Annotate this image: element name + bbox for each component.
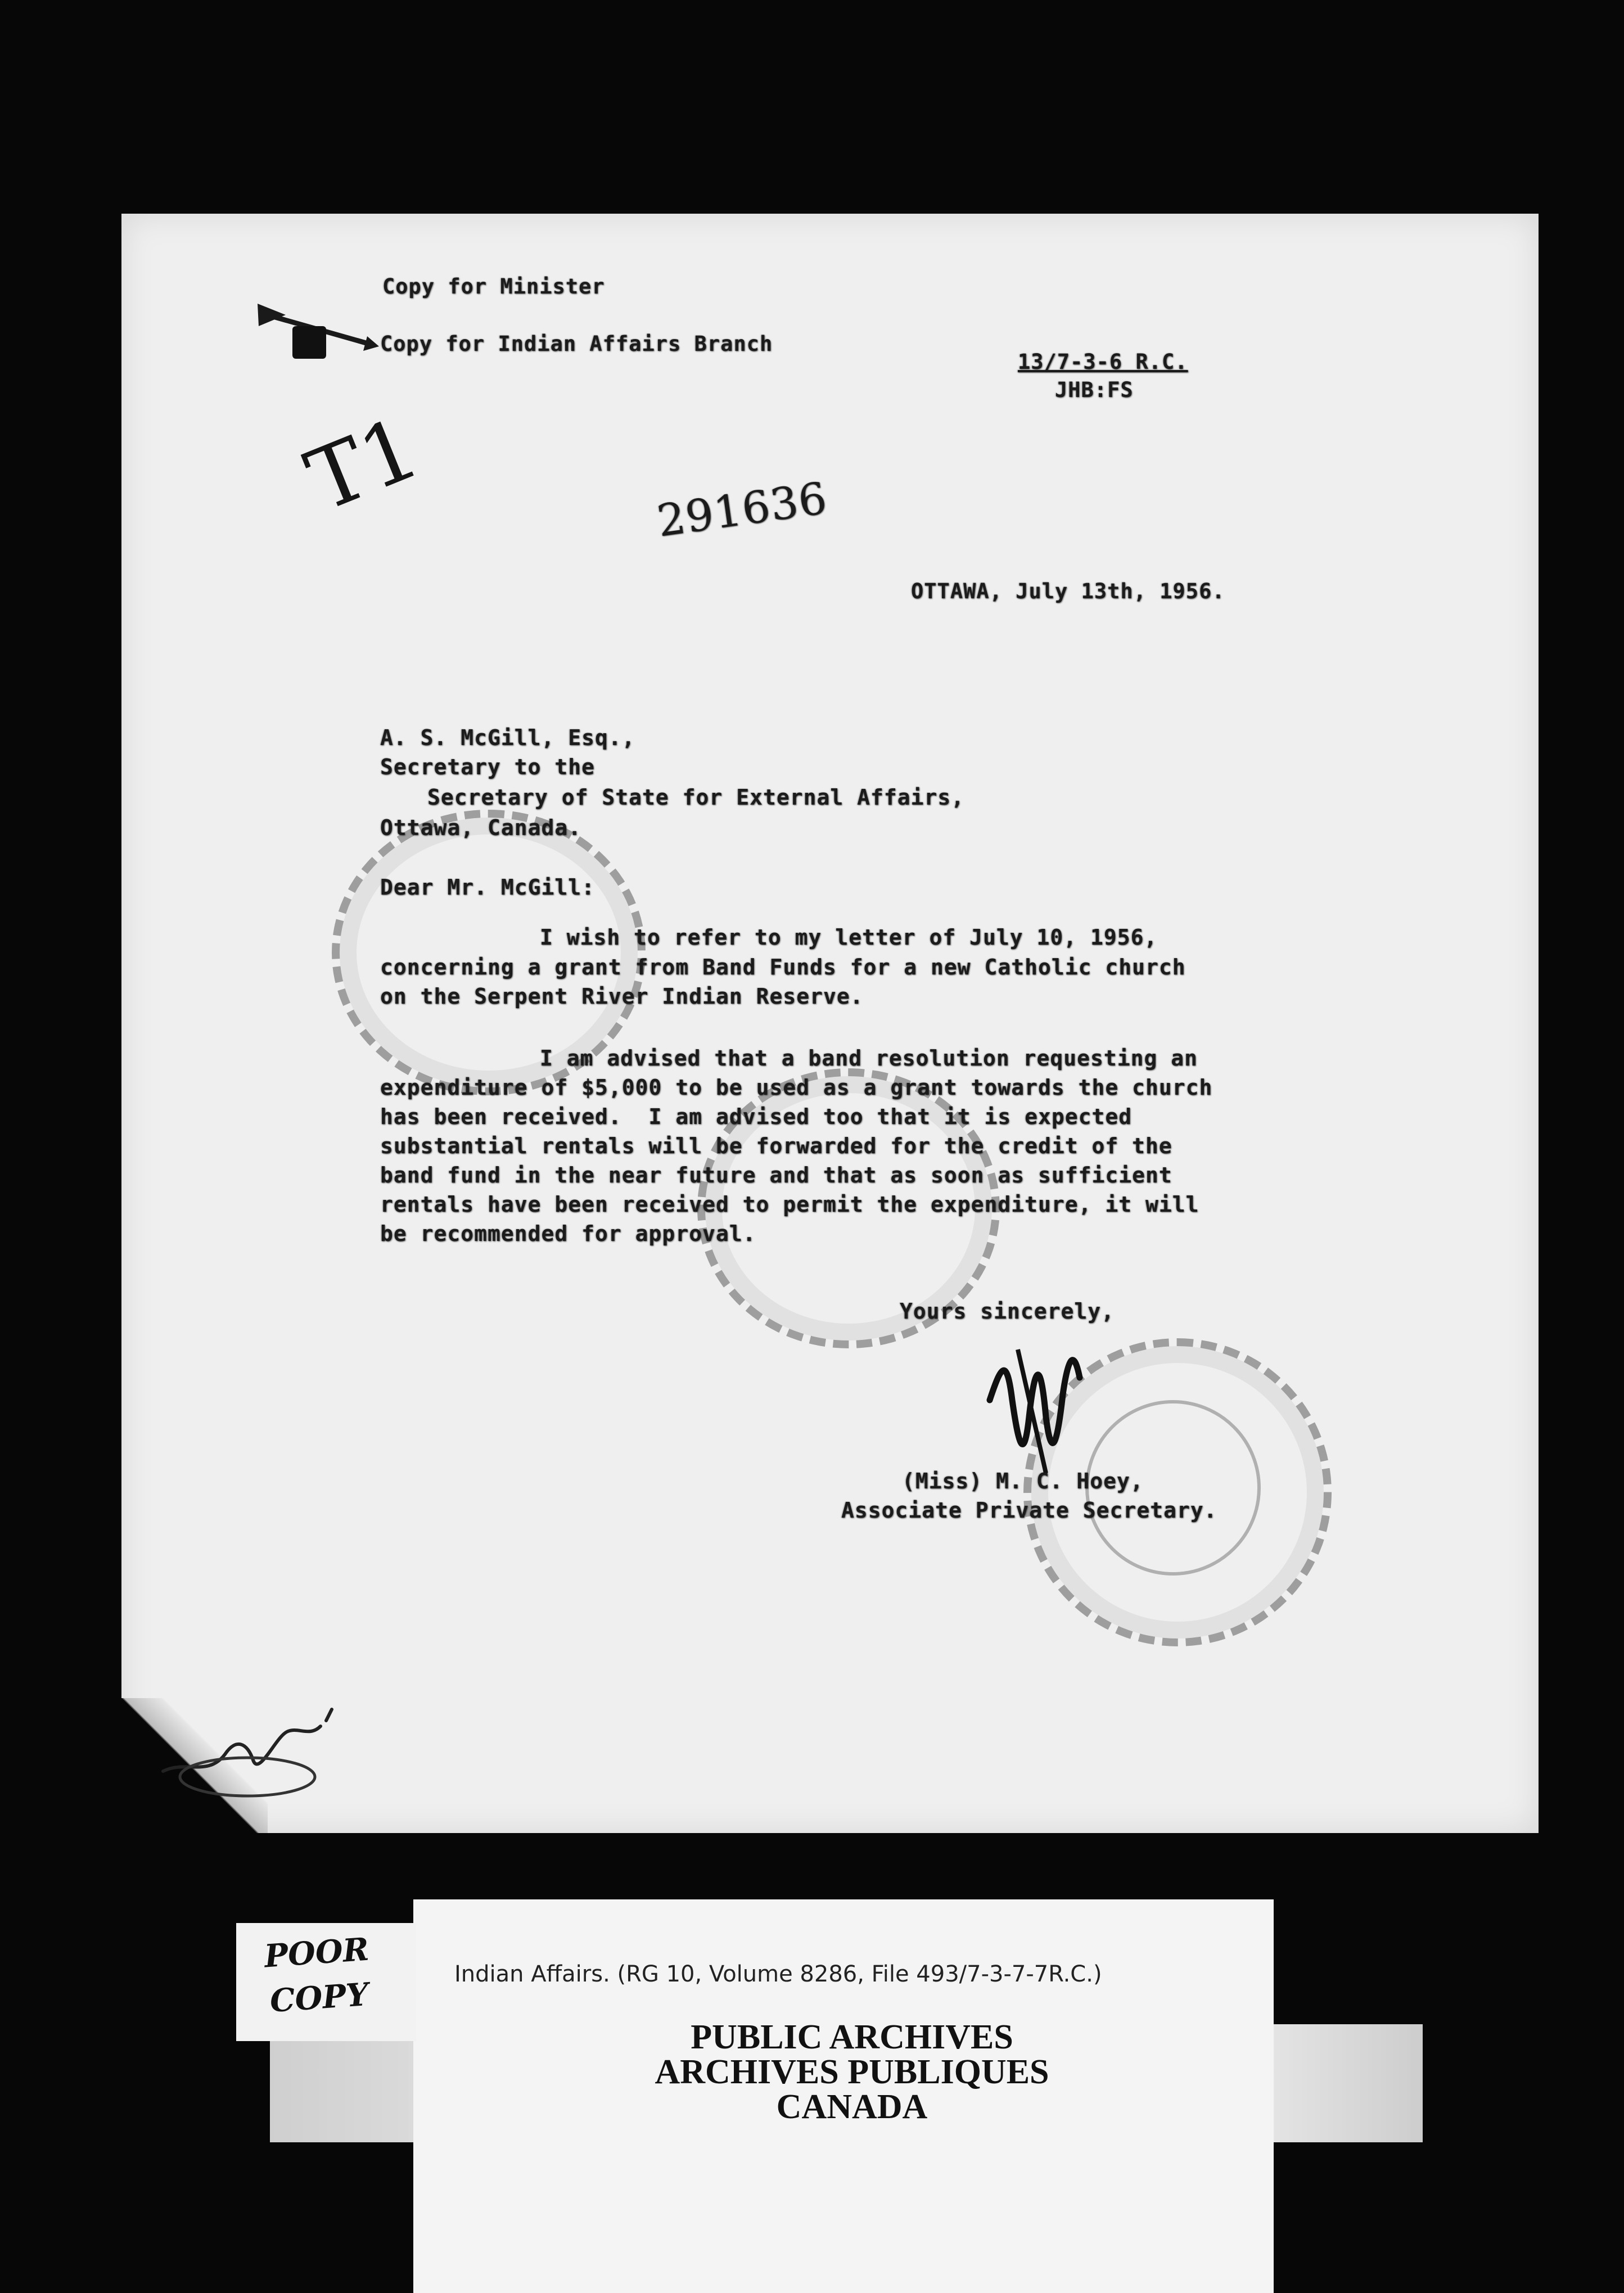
copy-for-indian-affairs: Copy for Indian Affairs Branch [380,332,773,356]
file-reference: 13/7-3-6 R.C. [1018,350,1188,374]
closing: Yours sincerely, [900,1299,1115,1324]
poor-copy-line: COPY [268,1975,370,2020]
paragraph-line: rentals have been received to permit the expenditure, it will [380,1192,1199,1217]
archives-line: PUBLIC ARCHIVES [691,2018,1013,2056]
pencil-scribble [141,1692,377,1805]
paragraph-line: band fund in the near future and that as soon as sufficient [380,1163,1172,1188]
paragraph-line: I am advised that a band resolution requesting an [540,1046,1198,1071]
address-line: Ottawa, Canada. [380,815,582,840]
paragraph-line: be recommended for approval. [380,1221,756,1246]
paragraph-line: on the Serpent River Indian Reserve. [380,984,864,1009]
received-number-stamp: 291636 [654,473,831,547]
typist-initials: JHB:FS [1055,378,1134,402]
signature-mark [978,1333,1102,1479]
address-line: A. S. McGill, Esq., [380,725,635,750]
archives-line: CANADA [776,2088,928,2126]
paragraph-line: substantial rentals will be forwarded for the credit of the [380,1134,1172,1158]
copy-for-minister: Copy for Minister [382,274,605,299]
address-line: Secretary to the [380,755,596,779]
paragraph-line: expenditure of $5,000 to be used as a grant towards the church [380,1075,1213,1100]
poor-copy-line: POOR [263,1930,371,1975]
archives-line: ARCHIVES PUBLIQUES [655,2053,1049,2091]
archive-reference: Indian Affairs. (RG 10, Volume 8286, File 493/7-3-7-7R.C.) [454,1961,1102,1987]
arrow-mark-icon [252,292,381,360]
paragraph-line: has been received. I am advised too that it is expected [380,1104,1133,1129]
address-line: Secretary of State for External Affairs, [427,785,965,810]
paragraph-line: concerning a grant from Band Funds for a new Catholic church [380,955,1186,980]
signer-name: (Miss) M. C. Hoey, [902,1469,1144,1493]
paragraph-line: I wish to refer to my letter of July 10, 1956, [540,925,1158,950]
signer-title: Associate Private Secretary. [841,1498,1217,1523]
handwritten-t1: T1 [294,399,432,531]
salutation: Dear Mr. McGill: [380,875,596,900]
place-date: OTTAWA, July 13th, 1956. [911,579,1225,603]
archives-title [568,2020,1136,2124]
